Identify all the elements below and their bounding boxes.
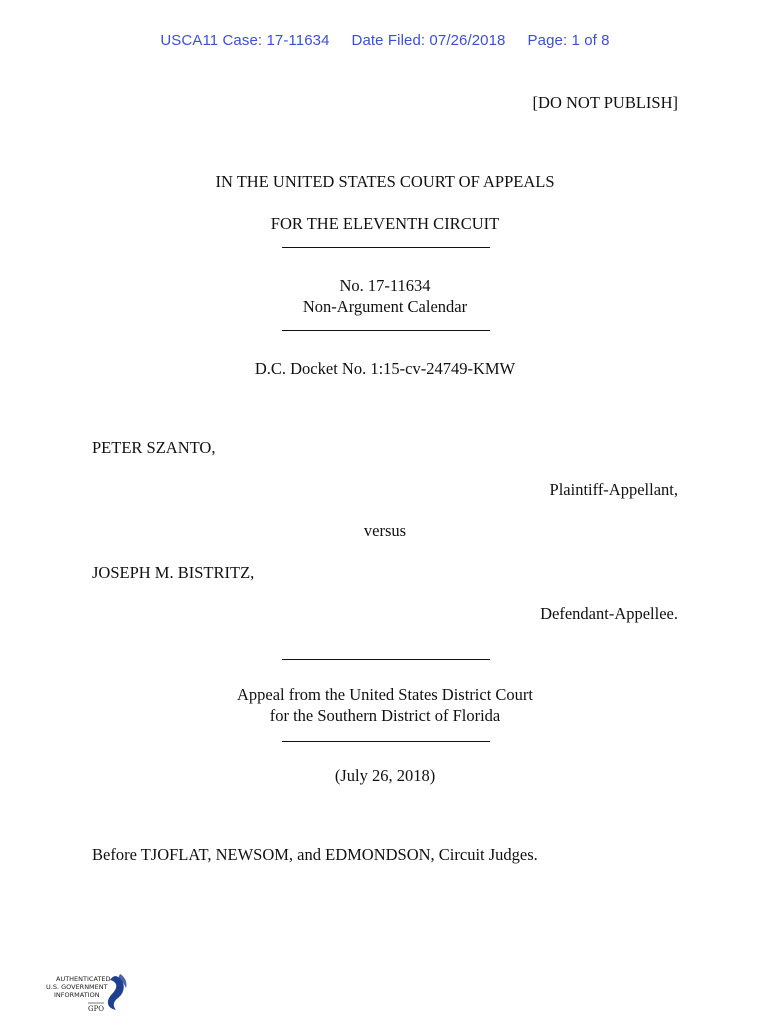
versus-label: versus (363, 521, 407, 540)
divider-rule (282, 330, 490, 331)
svg-text:GPO: GPO (88, 1005, 105, 1013)
district-docket: D.C. Docket No. 1:15-cv-24749-KMW (254, 359, 516, 378)
divider-rule (282, 247, 490, 248)
svg-text:INFORMATION: INFORMATION (54, 991, 100, 999)
plaintiff-role: Plaintiff-Appellant, (549, 480, 678, 499)
filing-header (0, 32, 770, 49)
calendar-type: Non-Argument Calendar (302, 297, 468, 316)
divider-rule (282, 741, 490, 742)
defendant-role: Defendant-Appellee. (540, 604, 678, 623)
circuit-name: FOR THE ELEVENTH CIRCUIT (270, 214, 500, 233)
case-number-header: USCA11 Case: 17-11634 (160, 32, 330, 49)
date-filed-header: Date Filed: 07/26/2018 (351, 32, 506, 49)
defendant-name: JOSEPH M. BISTRITZ, (92, 563, 255, 582)
court-name: IN THE UNITED STATES COURT OF APPEALS (215, 172, 555, 191)
panel-judges: Before TJOFLAT, NEWSOM, and EDMONDSON, Circuit Judges. (92, 845, 538, 864)
svg-text:AUTHENTICATED: AUTHENTICATED (56, 975, 111, 983)
divider-rule (282, 659, 490, 660)
publish-notice: [DO NOT PUBLISH] (532, 93, 678, 112)
plaintiff-name: PETER SZANTO, (92, 438, 216, 457)
decision-date: (July 26, 2018) (334, 766, 436, 785)
page-count-header: Page: 1 of 8 (527, 32, 610, 49)
appeal-district: for the Southern District of Florida (269, 706, 501, 725)
appeal-number: No. 17-11634 (339, 276, 431, 295)
svg-text:U.S. GOVERNMENT: U.S. GOVERNMENT (46, 983, 108, 991)
appeal-source: Appeal from the United States District Court (236, 685, 534, 704)
gpo-authentication-seal (44, 972, 128, 1018)
